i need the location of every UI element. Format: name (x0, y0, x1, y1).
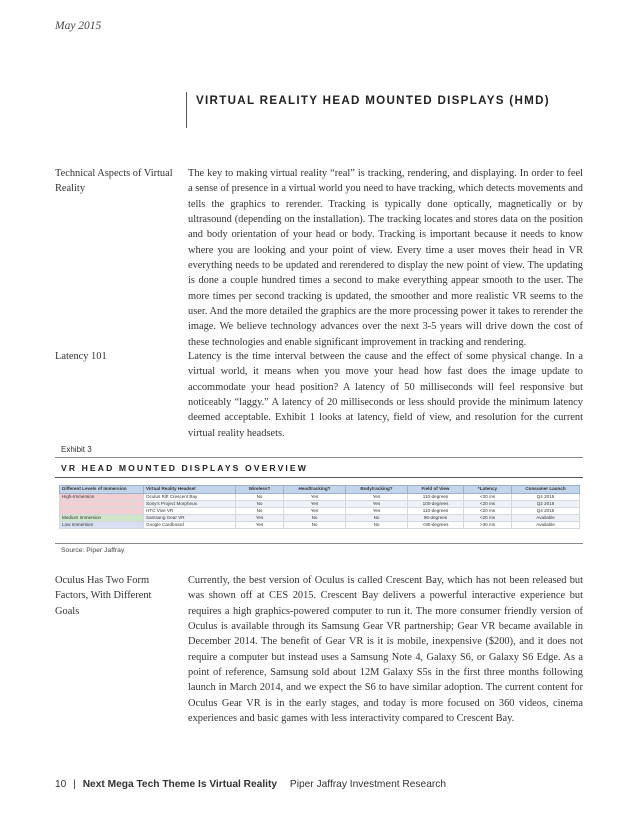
column-header: Virtual Reality Headset (144, 486, 236, 494)
side-label-oculus: Oculus Has Two Form Factors, With Different Goals (55, 575, 152, 617)
paragraph-technical-aspects: The key to making virtual reality “real” is tracking, rendering, and displaying. In order to feel a sense of presence in a virtual world you need to have tracking, which detects movements and tells the graphics to rerender. Tracking is typically done optically, magnetically or by ultrasound (depending on the installation). The tracking locates and stores data on the position and body orientation of your head or body. Tracking is important because it needs to know where you are looking and your point of view. Every time a user moves their head in VR everything needs to be updated and rerendered to display the new point of view. The updating is done a couple hundred times a second to make everything appear smooth to the user. The more times per second tracking is updated, the smoother and more realistic VR seems to the user. And the more detailed the graphics are the more processing power it takes to rerender the image. We believe technology advances over the next 3-5 years will drive down the cost of these technologies and enable significant improvement in tracking and rendering. (188, 168, 583, 348)
table-cell: 110-degrees (408, 508, 464, 515)
exhibit-source: Source: Piper Jaffray (61, 547, 125, 554)
column-header: *Latency (464, 486, 512, 494)
exhibit-bottom-rule (55, 543, 583, 544)
table-cell: <20 ms (464, 494, 512, 501)
paragraph-latency: Latency is the time interval between the cause and the effect of some physical change. In a virtual world, it means when you move your head how fast does the image update to accommodate your head position? A latency of 50 milliseconds will feel responsive but noticeably “laggy.” A latency of 20 milliseconds or less should provide the minimum latency deemed acceptable. Exhibit 1 looks at latency, field of view, and resolution for the current virtual reality headsets. (188, 351, 583, 439)
table-cell: 96-degrees (408, 515, 464, 522)
table-cell: No (284, 515, 346, 522)
table-cell: Yes (346, 494, 408, 501)
table-row (60, 508, 580, 515)
vr-headset-table (59, 485, 580, 529)
table-cell: No (236, 508, 284, 515)
table-cell: <80-degrees (408, 522, 464, 529)
table-cell: No (236, 494, 284, 501)
table-cell: Yes (284, 501, 346, 508)
table-cell: Q2 2016 (512, 501, 580, 508)
table-row (60, 494, 580, 501)
table-cell (60, 508, 144, 515)
table-cell: Yes (284, 508, 346, 515)
footer-separator: | (73, 779, 76, 790)
table-row (60, 522, 580, 529)
table-cell: Samsung Gear VR (144, 515, 236, 522)
table-cell: Yes (236, 515, 284, 522)
exhibit-label: Exhibit 3 (61, 445, 92, 454)
column-header: Consumer Launch (512, 486, 580, 494)
column-header: Headtracking? (284, 486, 346, 494)
table-cell: >30 ms (464, 522, 512, 529)
table-cell: 110-degrees (408, 494, 464, 501)
page-date: May 2015 (55, 20, 102, 32)
table-cell (60, 501, 144, 508)
exhibit-title: VR HEAD MOUNTED DISPLAYS OVERVIEW (61, 463, 308, 473)
paragraph-oculus: Currently, the best version of Oculus is called Crescent Bay, which has not been released but was shown off at CES 2015. Crescent Bay delivers a powerful interactive experience but requires a high graphics-powered computer to run it. The more consumer friendly version of Oculus is available through its Samsung Gear VR partnership; Gear VR became available in December 2014. The benefit of Gear VR is it is mobile, inexpensive ($200), and it does not require a computer but instead uses a Samsung Note 4, Galaxy S6, or Galaxy S6 Edge. As a point of reference, Samsung sold about 12M Galaxy S5s in the first three months following launch in March 2014, and we expect the S6 to have similar adoption. The current content for Oculus Gear VR is in the early stages, and today is more focused on 360 videos, cinema experiences and basic games with less interactivity compared to Crescent Bay. (188, 575, 583, 725)
table-cell: No (236, 501, 284, 508)
exhibit-box (55, 440, 583, 558)
table-cell: Q4 2015 (512, 494, 580, 501)
table-cell: Yes (346, 501, 408, 508)
column-header: Bodytracking? (346, 486, 408, 494)
column-header: Field of View (408, 486, 464, 494)
column-header: Wireless? (236, 486, 284, 494)
table-cell: Oculus Rift Crescent Bay (144, 494, 236, 501)
table-cell: 100-degrees (408, 501, 464, 508)
table-cell: High-Immersion (60, 494, 144, 501)
section-title: VIRTUAL REALITY HEAD MOUNTED DISPLAYS (HMD) (196, 94, 550, 107)
table-row (60, 501, 580, 508)
table-cell: Yes (346, 508, 408, 515)
exhibit-title-rule (55, 477, 583, 478)
table-cell: Google Cardboard (144, 522, 236, 529)
side-label-latency: Latency 101 (55, 351, 107, 362)
column-header: Different Levels of Immersion (60, 486, 144, 494)
page-footer (55, 779, 446, 790)
table-cell: Medium Immersion (60, 515, 144, 522)
table-cell: Available (512, 522, 580, 529)
table-cell: Yes (284, 494, 346, 501)
table-cell: No (346, 522, 408, 529)
table-cell: <20 ms (464, 508, 512, 515)
table-cell: No (284, 522, 346, 529)
table-cell: Low Immersion (60, 522, 144, 529)
section-divider (186, 92, 187, 128)
page-number: 10 (55, 779, 67, 790)
side-label-technical-aspects: Technical Aspects of Virtual Reality (55, 168, 173, 195)
table-cell: <20 ms (464, 501, 512, 508)
table-cell: HTC Vive VR (144, 508, 236, 515)
table-row (60, 515, 580, 522)
footer-publisher: Piper Jaffray Investment Research (289, 779, 447, 790)
footer-report-title: Next Mega Tech Theme Is Virtual Reality (82, 779, 278, 790)
table-cell: Q4 2015 (512, 508, 580, 515)
table-cell: <20 ms (464, 515, 512, 522)
table-header-row (60, 486, 580, 494)
table-cell: Yes (236, 522, 284, 529)
table-cell: No (346, 515, 408, 522)
exhibit-top-rule (55, 457, 583, 458)
table-cell: Sony's Project Morpheus (144, 501, 236, 508)
table-cell: Available (512, 515, 580, 522)
